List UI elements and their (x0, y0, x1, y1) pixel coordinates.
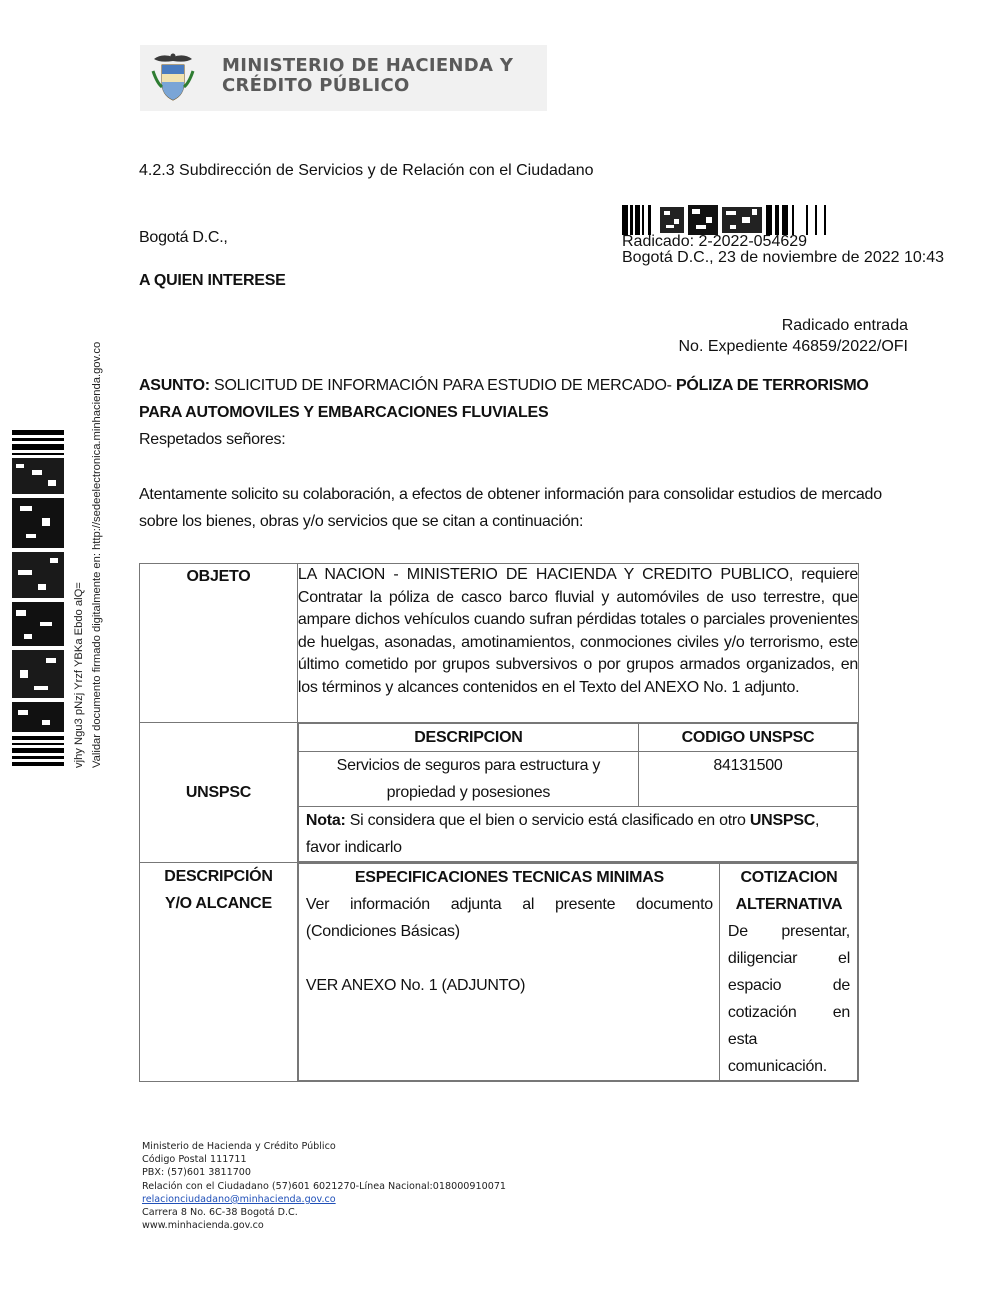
description-value: Servicios de seguros para estructura y propiedad y posesiones (298, 752, 638, 807)
side-validation-text (70, 342, 106, 768)
code-header: CODIGO UNSPSC (638, 724, 857, 752)
objeto-row (140, 564, 859, 723)
unspsc-row (140, 723, 859, 863)
objeto-text: LA NACION - MINISTERIO DE HACIENDA Y CREDITO PUBLICO, requiere Contratar la póliza de casco barco fluvial y automóviles de uso terrestre, que ampare dichos vehículos cuando sufran pérdidas totales o parciales provenientes de huelgas, asonadas, amotinamientos, conmociones civiles y/o terrorismo, este último cometido por grupos subversivos o por grupos armados organizados, en los términos y alcances contenidos en el Texto del ANEXO No. 1 adjunto. (297, 564, 858, 723)
specifications-cell (298, 864, 719, 1081)
nota-text-2: , favor indicarlo (305, 812, 820, 856)
unspsc-label: UNSPSC (140, 723, 298, 863)
subject-bold-1: PÓLIZA DE TERRORISMO (675, 377, 869, 394)
code-value: 84131500 (638, 752, 857, 807)
footer-postal-code: Código Postal 111711 (142, 1154, 247, 1166)
subject-label: ASUNTO: (139, 377, 210, 394)
alternative-quote-text: De presentar, diligenciar el espacio de cotización en esta comunicación. (727, 923, 850, 1075)
radicado-number: Radicado: 2-2022-054629 (622, 233, 808, 250)
intro-line-1: Atentamente solicito su colaboración, a efectos de obtener información para consolidar estudios de mercado (139, 486, 882, 503)
alternative-quote-cell (719, 864, 857, 1081)
specifications-header: ESPECIFICACIONES TECNICAS MINIMAS (354, 869, 664, 886)
greeting: Respetados señores: (139, 431, 286, 448)
office-name: 4.2.3 Subdirección de Servicios y de Relación con el Ciudadano (139, 162, 594, 179)
alcance-row (140, 863, 859, 1082)
side-barcode-icon (12, 430, 64, 766)
nota (298, 807, 857, 862)
ministry-name-line2: CRÉDITO PÚBLICO (222, 75, 410, 96)
ministry-name-line1: MINISTERIO DE HACIENDA Y (222, 55, 514, 76)
radicado-block (622, 234, 944, 266)
intro-paragraph (139, 481, 929, 535)
nota-label: Nota: (305, 812, 346, 829)
footer-ministry: Ministerio de Hacienda y Crédito Público (142, 1141, 336, 1152)
footer (142, 1140, 506, 1232)
subject-text: SOLICITUD DE INFORMACIÓN PARA ESTUDIO DE MERCADO- (209, 377, 676, 394)
footer-email-link[interactable]: relacionciudadano@minhacienda.gov.co (142, 1193, 336, 1205)
radicado-barcode-icon (622, 205, 828, 235)
footer-pbx: PBX: (57)601 3811700 (142, 1167, 252, 1179)
nota-text-1: Si considera que el bien o servicio está clasificado en otro (345, 812, 750, 829)
expediente-block (679, 315, 909, 357)
description-header: DESCRIPCION (298, 724, 638, 752)
specifications-text-2: VER ANEXO No. 1 (ADJUNTO) (305, 977, 526, 994)
specifications-text-1: Ver información adjunta al presente documento (Condiciones Básicas) (305, 896, 713, 940)
subject-bold-2: PARA AUTOMOVILES Y EMBARCACIONES FLUVIALES (139, 404, 549, 421)
alcance-inner-table (298, 863, 858, 1081)
intro-line-2: sobre los bienes, obras y/o servicios que se citan a continuación: (139, 513, 584, 530)
nota-bold: UNSPSC (749, 812, 816, 829)
unspsc-inner-table (298, 723, 858, 862)
signature-code: vjhy Ngu3 pNzj Yrzf YBKa Ebdo alQ= (73, 582, 85, 768)
market-study-table (139, 563, 859, 1082)
coat-of-arms-icon (150, 53, 196, 103)
radicado-datetime: Bogotá D.C., 23 de noviembre de 2022 10:43 (622, 249, 944, 266)
footer-website: www.minhacienda.gov.co (142, 1220, 264, 1232)
expediente-number: No. Expediente 46859/2022/OFI (678, 338, 908, 355)
footer-citizen-line: Relación con el Ciudadano (57)601 6021270-Línea Nacional:018000910071 (142, 1180, 507, 1192)
footer-address: Carrera 8 No. 6C-38 Bogotá D.C. (142, 1207, 298, 1219)
alcance-label: DESCRIPCIÓN Y/O ALCANCE (140, 863, 298, 1082)
alternative-quote-header: COTIZACION ALTERNATIVA (735, 869, 843, 913)
subject (139, 372, 909, 453)
radicado-entrada: Radicado entrada (781, 317, 908, 334)
objeto-label: OBJETO (140, 564, 298, 723)
validation-url: Validar documento firmado digitalmente en: http://sedeelectronica.minhacienda.gov.co (91, 341, 103, 768)
ministry-logo (140, 45, 547, 111)
recipient: A QUIEN INTERESE (139, 272, 286, 289)
city-line: Bogotá D.C., (139, 229, 228, 246)
